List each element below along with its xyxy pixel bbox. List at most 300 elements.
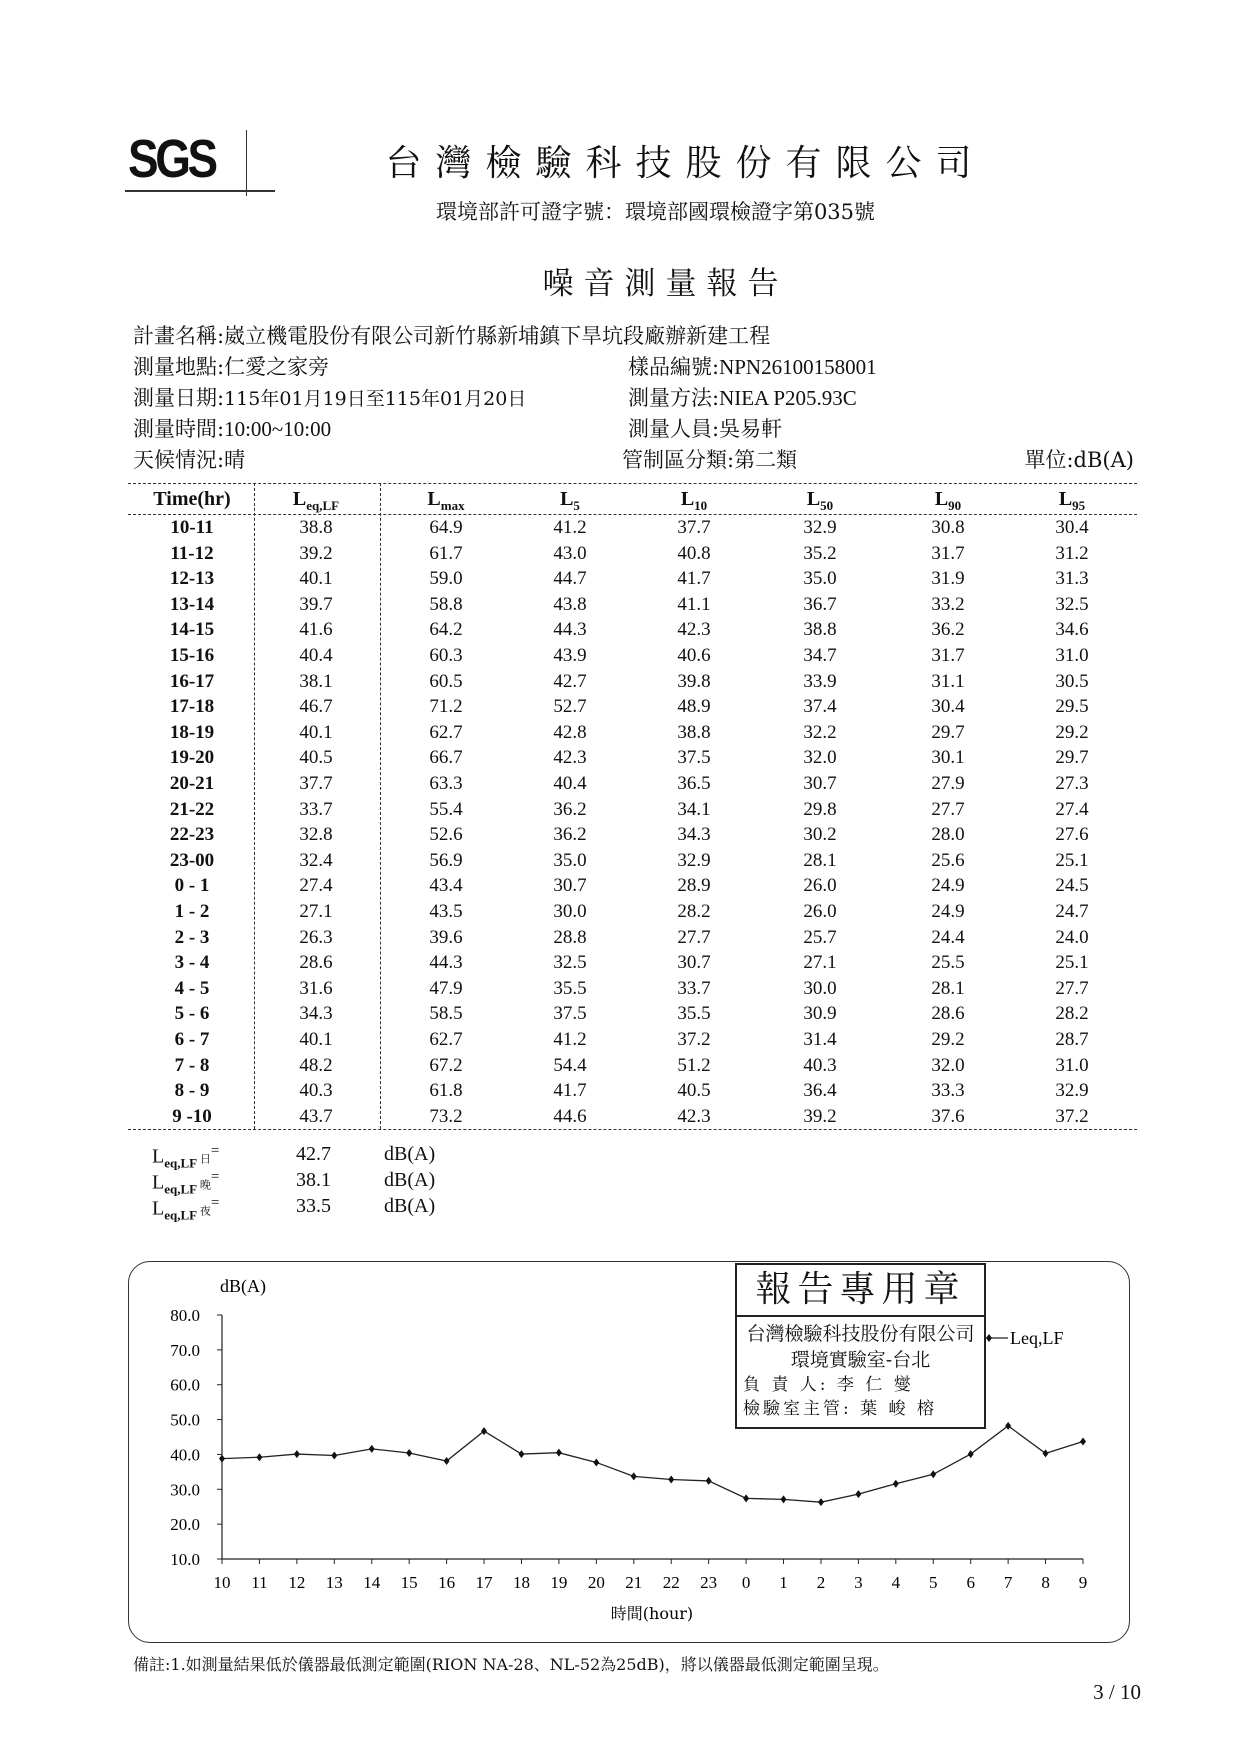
value-cell: 36.2 (553, 798, 587, 820)
value-cell: 61.8 (429, 1080, 463, 1102)
weather-value: 晴 (224, 448, 246, 472)
value-cell: 25.1 (1055, 849, 1089, 871)
value-cell: 27.1 (803, 952, 837, 974)
x-tick-label: 6 (966, 1573, 975, 1592)
header-main: L (292, 488, 307, 510)
summary-eq: = (210, 1195, 220, 1211)
summary-unit: dB(A) (384, 1143, 436, 1165)
value-cell: 37.2 (1055, 1105, 1089, 1127)
value-cell: 39.8 (677, 670, 711, 692)
value-cell: 64.9 (429, 517, 463, 538)
x-tick-label: 22 (662, 1573, 680, 1592)
value-cell: 25.1 (1055, 952, 1089, 974)
value-cell: 40.4 (553, 773, 587, 794)
summary-period: 日 (197, 1153, 211, 1166)
time-label: 測量時間: (133, 417, 225, 441)
value-cell: 67.2 (429, 1054, 463, 1076)
company-name: 台灣檢驗科技股份有限公司 (385, 143, 986, 184)
x-tick-label: 18 (512, 1573, 530, 1592)
data-point (518, 1450, 524, 1458)
value-cell: 30.9 (803, 1003, 837, 1025)
value-cell: 31.2 (1055, 542, 1089, 564)
value-cell: 25.7 (803, 926, 837, 948)
value-cell: 28.2 (1055, 1003, 1089, 1025)
value-cell: 43.0 (553, 542, 587, 564)
value-cell: 28.0 (931, 824, 965, 846)
value-cell: 40.3 (803, 1054, 837, 1076)
x-tick-label: 11 (251, 1573, 268, 1592)
time-cell: 21-22 (169, 798, 215, 820)
value-cell: 30.2 (803, 824, 837, 846)
x-tick-label: 13 (325, 1573, 343, 1592)
value-cell: 37.2 (677, 1029, 711, 1050)
value-cell: 42.3 (677, 619, 711, 641)
header-sub: 50 (820, 498, 834, 513)
time-cell: 8 - 9 (174, 1080, 210, 1102)
summary-unit: dB(A) (384, 1195, 436, 1217)
value-cell: 52.6 (429, 824, 463, 846)
header-main: L (427, 488, 441, 510)
value-cell: 26.0 (803, 901, 837, 922)
value-cell: 62.7 (429, 1029, 463, 1050)
value-cell: 30.7 (677, 952, 711, 974)
value-cell: 30.4 (1055, 517, 1089, 538)
value-cell: 37.4 (803, 696, 837, 718)
value-cell: 30.1 (931, 747, 965, 769)
summary-l: L (152, 1171, 165, 1194)
value-cell: 30.7 (803, 773, 837, 794)
value-cell: 38.8 (803, 619, 837, 641)
date-label: 測量日期: (133, 386, 225, 410)
data-point (930, 1470, 936, 1478)
stamp-title: 報告專用章 (737, 1265, 984, 1317)
value-cell: 62.7 (429, 721, 463, 743)
value-cell: 30.5 (1055, 670, 1089, 692)
value-cell: 24.0 (1055, 926, 1089, 948)
data-point (1043, 1449, 1049, 1457)
data-point (369, 1445, 375, 1453)
value-cell: 40.8 (677, 542, 711, 564)
project-value: 崴立機電股份有限公司新竹縣新埔鎮下旱坑段廠辦新建工程 (224, 324, 771, 348)
summary-period: 夜 (197, 1205, 211, 1218)
y-tick-label: 50.0 (170, 1410, 200, 1430)
time-cell: 7 - 8 (174, 1054, 210, 1076)
value-cell: 25.5 (931, 952, 965, 974)
time-cell: 10-11 (170, 517, 214, 538)
report-title: 噪音測量報告 (542, 266, 789, 302)
y-tick-label: 30.0 (170, 1480, 200, 1500)
value-cell: 30.0 (553, 901, 587, 922)
value-cell: 27.4 (299, 875, 333, 897)
time-cell: 15-16 (169, 645, 215, 666)
x-tick-label: 9 (1078, 1573, 1088, 1592)
time-cell: 16-17 (169, 670, 215, 692)
summary-sub: eq,LF (164, 1155, 198, 1171)
value-cell: 42.8 (553, 721, 587, 743)
summary-eq: = (210, 1143, 220, 1159)
value-cell: 29.2 (1055, 721, 1089, 743)
header-sub: eq,LF (306, 498, 340, 513)
value-cell: 30.7 (553, 875, 587, 897)
header-sub: 10 (694, 498, 708, 513)
header-sub: 95 (1072, 498, 1086, 513)
report-stamp (735, 1263, 986, 1429)
value-cell: 30.8 (931, 517, 965, 538)
legend-label: Leq,LF (1010, 1328, 1064, 1348)
value-cell: 31.3 (1055, 568, 1089, 590)
value-cell: 48.9 (677, 696, 711, 718)
value-cell: 47.9 (429, 977, 463, 999)
zone-label: 管制區分類: (622, 448, 735, 472)
x-tick-label: 17 (475, 1573, 493, 1592)
data-point (444, 1457, 450, 1465)
stamp-manager: 檢驗室主管: 葉 峻 榕 (743, 1399, 937, 1419)
method-value: NIEA P205.93C (719, 386, 857, 410)
value-cell: 24.9 (931, 875, 965, 897)
value-cell: 71.2 (429, 696, 463, 718)
value-cell: 32.8 (299, 824, 333, 846)
header-main: L (680, 488, 695, 510)
data-point (781, 1495, 787, 1503)
value-cell: 73.2 (429, 1105, 463, 1127)
y-tick-label: 20.0 (170, 1515, 200, 1535)
x-tick-label: 8 (1041, 1573, 1050, 1592)
value-cell: 36.2 (553, 824, 587, 846)
value-cell: 35.5 (553, 977, 587, 999)
x-tick-label: 14 (363, 1573, 381, 1592)
value-cell: 33.7 (299, 798, 333, 820)
value-cell: 37.5 (677, 747, 711, 769)
data-point (631, 1472, 637, 1480)
value-cell: 60.3 (429, 645, 463, 666)
value-cell: 32.9 (1055, 1080, 1089, 1102)
unit-label: 單位:dB(A) (1024, 448, 1134, 472)
value-cell: 61.7 (429, 542, 463, 564)
x-tick-label: 3 (854, 1573, 863, 1592)
header-main: L (806, 488, 821, 510)
time-cell: 19-20 (169, 747, 215, 769)
value-cell: 40.3 (299, 1080, 333, 1102)
value-cell: 24.7 (1055, 901, 1089, 922)
value-cell: 40.1 (299, 568, 333, 590)
summary-l: L (152, 1145, 165, 1168)
value-cell: 51.2 (677, 1054, 711, 1076)
value-cell: 28.1 (931, 977, 965, 999)
value-cell: 44.7 (553, 568, 587, 590)
time-cell: 11-12 (170, 542, 214, 564)
value-cell: 31.7 (931, 542, 965, 564)
value-cell: 37.6 (931, 1105, 965, 1127)
value-cell: 27.1 (299, 901, 333, 922)
value-cell: 41.1 (677, 593, 711, 615)
time-cell: 5 - 6 (174, 1003, 210, 1025)
value-cell: 36.7 (803, 593, 837, 615)
value-cell: 41.7 (553, 1080, 587, 1102)
value-cell: 40.1 (299, 1029, 333, 1050)
y-tick-label: 10.0 (170, 1550, 200, 1569)
value-cell: 41.6 (299, 619, 333, 641)
value-cell: 38.8 (677, 721, 711, 743)
value-cell: 29.8 (803, 798, 837, 820)
value-cell: 29.2 (931, 1029, 965, 1050)
value-cell: 54.4 (553, 1054, 587, 1076)
time-cell: 1 - 2 (174, 901, 210, 922)
value-cell: 27.7 (931, 798, 965, 820)
time-value: 10:00~10:00 (224, 417, 332, 441)
data-point (331, 1451, 337, 1459)
value-cell: 44.6 (553, 1105, 587, 1127)
value-cell: 43.9 (553, 645, 587, 666)
value-cell: 36.4 (803, 1080, 837, 1102)
value-cell: 32.0 (931, 1054, 965, 1076)
data-point (481, 1427, 487, 1435)
value-cell: 34.6 (1055, 619, 1089, 641)
value-cell: 26.0 (803, 875, 837, 897)
time-cell: 14-15 (169, 619, 215, 641)
legend-marker (986, 1334, 992, 1342)
value-cell: 27.3 (1055, 773, 1089, 794)
stamp-lab: 環境實驗室-台北 (790, 1349, 931, 1371)
header-main: L (1058, 488, 1073, 510)
header-sub: max (440, 498, 465, 513)
value-cell: 27.7 (677, 926, 711, 948)
y-tick-label: 70.0 (170, 1340, 200, 1360)
date-value: 115年01月19日至115年01月20日 (224, 388, 527, 410)
value-cell: 37.7 (677, 517, 711, 538)
value-cell: 36.2 (931, 619, 965, 641)
x-axis-title: 時間(hour) (610, 1604, 694, 1623)
x-tick-label: 1 (779, 1573, 788, 1592)
value-cell: 33.7 (677, 977, 711, 999)
value-cell: 31.0 (1055, 1054, 1089, 1076)
summary-l: L (152, 1197, 165, 1220)
sample-value: NPN26100158001 (719, 355, 877, 379)
summary-value: 38.1 (296, 1169, 331, 1191)
stamp-person: 負 責 人: 李 仁 燮 (743, 1375, 914, 1395)
value-cell: 41.2 (553, 1029, 587, 1050)
value-cell: 28.6 (299, 952, 333, 974)
value-cell: 29.7 (931, 721, 965, 743)
value-cell: 31.7 (931, 645, 965, 666)
x-tick-label: 0 (741, 1573, 751, 1592)
value-cell: 28.8 (553, 926, 587, 948)
value-cell: 40.6 (677, 645, 711, 666)
data-point (593, 1458, 599, 1466)
time-cell: 9 -10 (172, 1105, 212, 1127)
value-cell: 38.1 (299, 670, 333, 692)
data-point (1080, 1438, 1086, 1446)
data-point (256, 1453, 262, 1461)
value-cell: 28.2 (677, 901, 711, 922)
x-tick-label: 4 (891, 1573, 901, 1592)
value-cell: 43.7 (299, 1105, 333, 1127)
value-cell: 36.5 (677, 773, 711, 794)
value-cell: 43.8 (553, 593, 587, 615)
value-cell: 40.5 (299, 747, 333, 769)
value-cell: 28.6 (931, 1003, 965, 1025)
value-cell: 43.4 (429, 875, 463, 897)
x-tick-label: 7 (1003, 1573, 1013, 1592)
data-point (968, 1450, 974, 1458)
data-point (668, 1476, 674, 1484)
page-number: 3 / 10 (1093, 1680, 1141, 1704)
data-point (893, 1480, 899, 1488)
value-cell: 24.9 (931, 901, 965, 922)
value-cell: 28.7 (1055, 1029, 1089, 1050)
data-point (743, 1494, 749, 1502)
value-cell: 40.4 (299, 645, 333, 666)
value-cell: 39.7 (299, 593, 333, 615)
value-cell: 32.4 (299, 849, 333, 871)
time-cell: 2 - 3 (174, 926, 210, 948)
value-cell: 33.2 (931, 593, 965, 615)
data-point (706, 1477, 712, 1485)
value-cell: 46.7 (299, 696, 333, 718)
license-number: 環境部許可證字號：環境部國環檢證字第035號 (435, 200, 876, 224)
value-cell: 64.2 (429, 619, 463, 641)
value-cell: 32.5 (553, 952, 587, 974)
data-point (1005, 1422, 1011, 1430)
value-cell: 58.8 (429, 593, 463, 615)
staff-label: 測量人員: (628, 417, 720, 441)
summary-period: 晚 (197, 1179, 211, 1192)
sgs-logo: SGS (128, 129, 215, 189)
header-main: Time(hr) (153, 488, 231, 510)
value-cell: 35.0 (803, 568, 837, 590)
value-cell: 44.3 (429, 952, 463, 974)
y-axis-title: dB(A) (220, 1276, 266, 1296)
value-cell: 63.3 (429, 773, 463, 794)
data-point (406, 1449, 412, 1457)
stamp-company: 台灣檢驗科技股份有限公司 (746, 1323, 975, 1345)
header-main: L (934, 488, 949, 510)
time-cell: 22-23 (169, 824, 215, 846)
value-cell: 66.7 (429, 747, 463, 769)
value-cell: 42.7 (553, 670, 587, 692)
summary-sub: eq,LF (164, 1181, 198, 1197)
summary-eq: = (210, 1169, 220, 1185)
value-cell: 34.7 (803, 645, 837, 666)
value-cell: 39.6 (429, 926, 463, 948)
summary-unit: dB(A) (384, 1169, 436, 1191)
value-cell: 56.9 (429, 849, 463, 871)
x-tick-label: 2 (816, 1573, 826, 1592)
x-tick-label: 19 (550, 1573, 568, 1592)
header-sub: 5 (573, 498, 580, 513)
value-cell: 35.0 (553, 849, 587, 871)
value-cell: 29.7 (1055, 747, 1089, 769)
value-cell: 30.4 (931, 696, 965, 718)
value-cell: 34.3 (677, 824, 711, 846)
header-sub: 90 (948, 498, 962, 513)
value-cell: 37.5 (553, 1003, 587, 1025)
value-cell: 44.3 (553, 619, 587, 641)
x-tick-label: 10 (213, 1573, 231, 1592)
value-cell: 43.5 (429, 901, 463, 922)
data-point (219, 1455, 225, 1463)
value-cell: 42.3 (677, 1105, 711, 1127)
data-point (818, 1498, 824, 1506)
value-cell: 32.9 (677, 849, 711, 871)
data-point (294, 1450, 300, 1458)
summary-value: 33.5 (296, 1195, 331, 1217)
time-cell: 4 - 5 (174, 977, 210, 999)
value-cell: 34.1 (677, 798, 711, 820)
time-cell: 0 - 1 (174, 875, 210, 897)
value-cell: 34.3 (299, 1003, 333, 1025)
value-cell: 31.1 (931, 670, 965, 692)
value-cell: 52.7 (553, 696, 587, 718)
method-label: 測量方法: (628, 386, 720, 410)
x-tick-label: 23 (700, 1573, 718, 1592)
value-cell: 37.7 (299, 773, 333, 794)
staff-value: 吳易軒 (719, 417, 783, 441)
time-cell: 13-14 (169, 593, 215, 615)
value-cell: 27.4 (1055, 798, 1089, 820)
value-cell: 27.9 (931, 773, 965, 794)
time-cell: 6 - 7 (174, 1029, 210, 1050)
value-cell: 35.2 (803, 542, 837, 564)
value-cell: 27.7 (1055, 977, 1089, 999)
value-cell: 25.6 (931, 849, 965, 871)
series-line (222, 1426, 1083, 1502)
x-tick-label: 21 (625, 1573, 643, 1592)
value-cell: 42.3 (553, 747, 587, 769)
y-tick-label: 40.0 (170, 1445, 200, 1465)
data-point (855, 1490, 861, 1498)
x-tick-label: 12 (288, 1573, 306, 1592)
value-cell: 40.1 (299, 721, 333, 743)
value-cell: 32.5 (1055, 593, 1089, 615)
value-cell: 60.5 (429, 670, 463, 692)
sample-label: 樣品編號: (628, 355, 720, 379)
value-cell: 41.2 (553, 517, 587, 538)
x-tick-label: 5 (929, 1573, 938, 1592)
x-tick-label: 16 (438, 1573, 456, 1592)
value-cell: 24.5 (1055, 875, 1089, 897)
value-cell: 33.3 (931, 1080, 965, 1102)
value-cell: 58.5 (429, 1003, 463, 1025)
value-cell: 48.2 (299, 1054, 333, 1076)
value-cell: 32.0 (803, 747, 837, 769)
value-cell: 33.9 (803, 670, 837, 692)
value-cell: 39.2 (299, 542, 333, 564)
time-cell: 23-00 (169, 849, 215, 871)
x-tick-label: 15 (400, 1573, 418, 1592)
value-cell: 59.0 (429, 568, 463, 590)
value-cell: 39.2 (803, 1105, 837, 1127)
value-cell: 26.3 (299, 926, 333, 948)
value-cell: 24.4 (931, 926, 965, 948)
value-cell: 31.0 (1055, 645, 1089, 666)
header-main: L (560, 488, 574, 510)
y-tick-label: 60.0 (170, 1375, 200, 1395)
time-cell: 12-13 (169, 568, 215, 590)
value-cell: 29.5 (1055, 696, 1089, 718)
time-cell: 3 - 4 (174, 952, 210, 974)
time-cell: 18-19 (169, 721, 215, 743)
value-cell: 32.2 (803, 721, 837, 743)
value-cell: 31.6 (299, 977, 333, 999)
footnote: 備註:1.如測量結果低於儀器最低測定範圍(RION NA-28、NL-52為25dB)，將以儀器最低測定範圍呈現。 (133, 1655, 889, 1674)
summary-sub: eq,LF (164, 1207, 198, 1223)
data-point (556, 1449, 562, 1457)
value-cell: 35.5 (677, 1003, 711, 1025)
value-cell: 28.9 (677, 875, 711, 897)
weather-label: 天候情況: (133, 448, 225, 472)
zone-value: 第二類 (734, 448, 798, 472)
location-label: 測量地點: (133, 355, 225, 379)
